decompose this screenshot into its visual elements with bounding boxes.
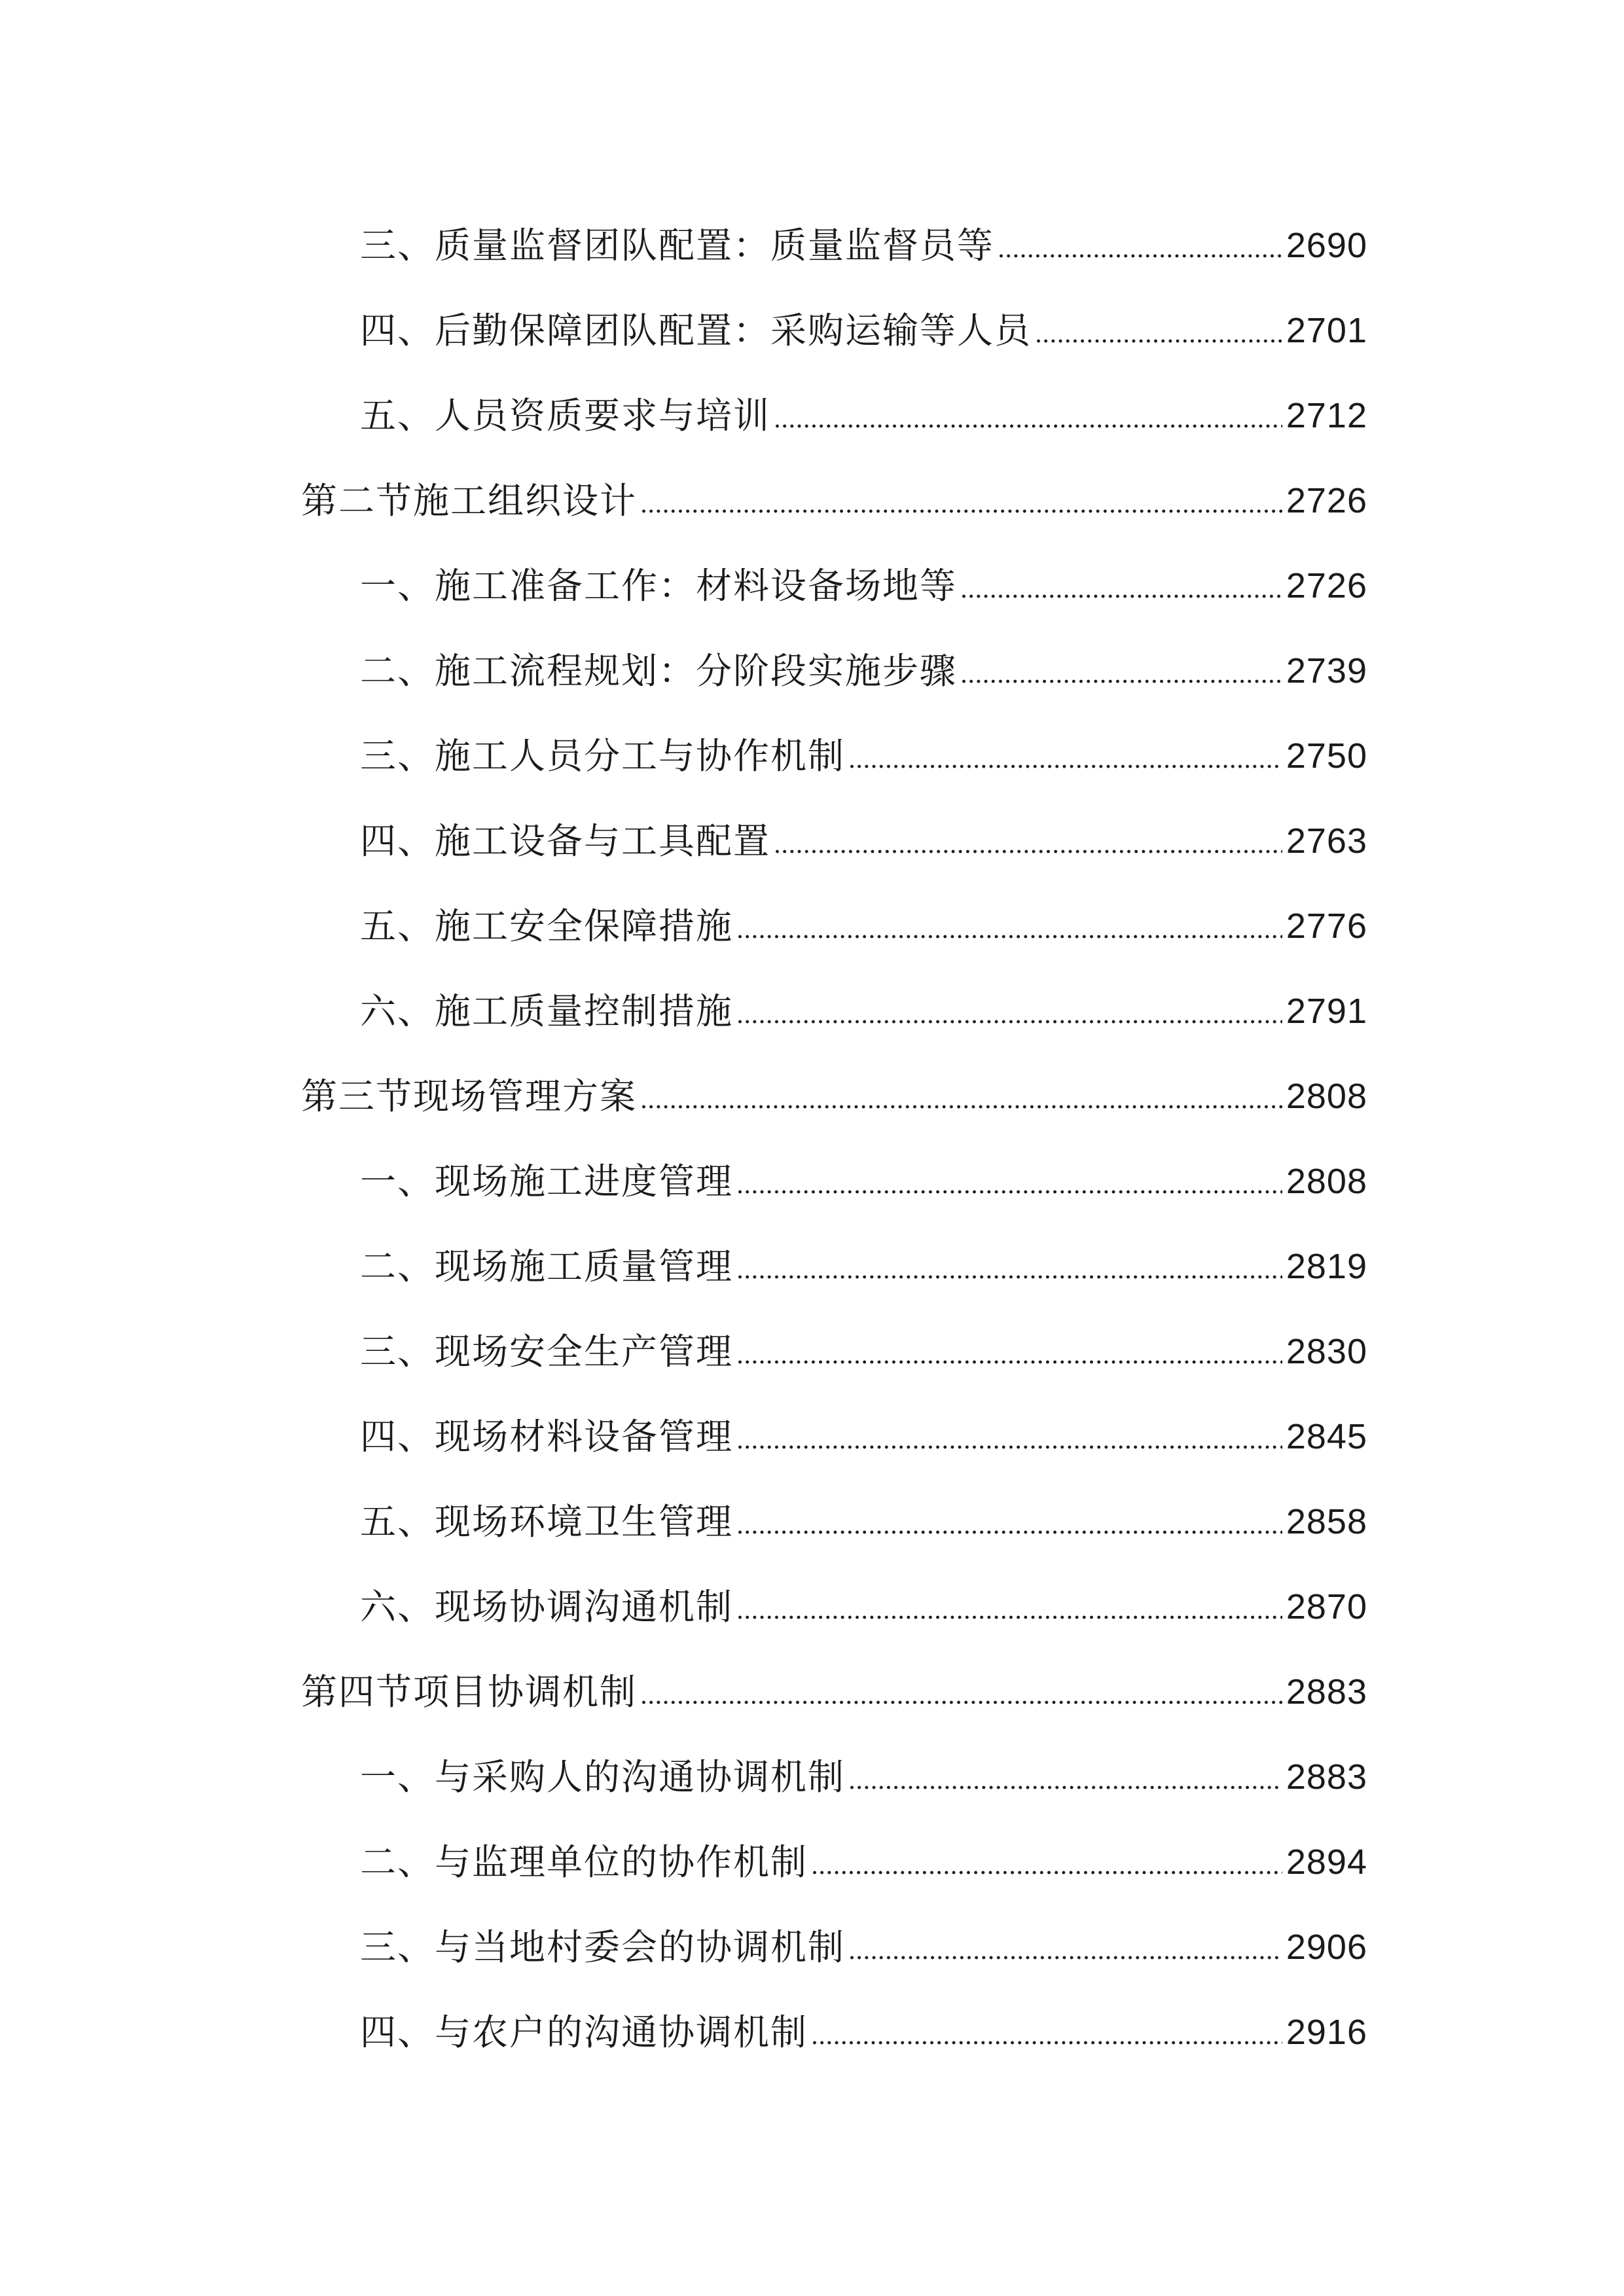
- toc-dot-leader: [738, 1360, 1282, 1364]
- toc-entry-page: 2750: [1286, 736, 1367, 776]
- toc-entry-page: 2763: [1286, 821, 1367, 861]
- toc-dot-leader: [776, 850, 1282, 853]
- toc-dot-leader: [738, 1020, 1282, 1024]
- toc-entry-title: 三、施工人员分工与协作机制: [360, 735, 846, 777]
- toc-dot-leader: [1000, 254, 1282, 258]
- toc-entry[interactable]: [360, 1492, 1367, 1545]
- toc-entry-page: 2726: [1286, 566, 1367, 605]
- toc-entry-page: 2894: [1286, 1842, 1367, 1882]
- toc-entry-page: 2906: [1286, 1928, 1367, 1967]
- toc-dot-leader: [738, 1275, 1282, 1279]
- toc-entry-title: 二、现场施工质量管理: [360, 1246, 734, 1287]
- toc-dot-leader: [850, 1785, 1282, 1789]
- toc-dot-leader: [642, 509, 1282, 513]
- toc-entry-title: 一、施工准备工作：材料设备场地等: [360, 565, 958, 607]
- toc-entry-title: 六、现场协调沟通机制: [360, 1586, 734, 1628]
- toc-entry-title: 一、现场施工进度管理: [360, 1160, 734, 1202]
- toc-entry[interactable]: [360, 1833, 1367, 1885]
- toc-entry-page: 2701: [1286, 311, 1367, 350]
- toc-entry-page: 2690: [1286, 226, 1367, 265]
- toc-dot-leader: [738, 1530, 1282, 1534]
- toc-dot-leader: [850, 1956, 1282, 1960]
- toc-entry-title: 第三节现场管理方案: [301, 1075, 638, 1117]
- toc-entry[interactable]: [360, 301, 1367, 353]
- toc-entry-title: 五、现场环境卫生管理: [360, 1501, 734, 1543]
- toc-entry-page: 2830: [1286, 1332, 1367, 1371]
- toc-entry[interactable]: [360, 216, 1367, 268]
- toc-dot-leader: [738, 935, 1282, 939]
- toc-entry-page: 2883: [1286, 1672, 1367, 1712]
- toc-dot-leader: [776, 424, 1282, 428]
- toc-entry[interactable]: [360, 982, 1367, 1034]
- toc-entry-title: 四、与农户的沟通协调机制: [360, 2011, 808, 2053]
- toc-dot-leader: [738, 1615, 1282, 1619]
- toc-entry-page: 2726: [1286, 481, 1367, 520]
- toc-entry-title: 三、现场安全生产管理: [360, 1331, 734, 1372]
- toc-entry-page: 2858: [1286, 1502, 1367, 1541]
- toc-dot-leader: [850, 764, 1282, 768]
- toc-entry[interactable]: [360, 1748, 1367, 1800]
- toc-entry[interactable]: [360, 641, 1367, 694]
- toc-entry-title: 五、人员资质要求与培训: [360, 395, 771, 437]
- toc-entry[interactable]: [360, 812, 1367, 864]
- toc-section-entry[interactable]: [301, 471, 1367, 524]
- toc-entry-title: 一、与采购人的沟通协调机制: [360, 1756, 846, 1798]
- toc-entry-title: 三、质量监督团队配置：质量监督员等: [360, 224, 995, 266]
- toc-dot-leader: [642, 1700, 1282, 1704]
- toc-entry-title: 二、施工流程规划：分阶段实施步骤: [360, 650, 958, 692]
- toc-section-entry[interactable]: [301, 1067, 1367, 1119]
- toc-entry-page: 2916: [1286, 2013, 1367, 2052]
- toc-entry-title: 三、与当地村委会的协调机制: [360, 1926, 846, 1968]
- toc-dot-leader: [813, 1871, 1282, 1874]
- toc-entry-page: 2791: [1286, 992, 1367, 1031]
- toc-entry-page: 2739: [1286, 651, 1367, 691]
- toc-entry[interactable]: [360, 1918, 1367, 1970]
- toc-dot-leader: [738, 1190, 1282, 1194]
- toc-entry-title: 四、现场材料设备管理: [360, 1416, 734, 1458]
- toc-entry[interactable]: [360, 386, 1367, 439]
- toc-dot-leader: [962, 679, 1282, 683]
- toc-entry[interactable]: [360, 726, 1367, 779]
- toc-entry-title: 五、施工安全保障措施: [360, 905, 734, 947]
- toc-entry-title: 四、施工设备与工具配置: [360, 820, 771, 862]
- toc-dot-leader: [1037, 339, 1282, 343]
- toc-entry[interactable]: [360, 1577, 1367, 1630]
- toc-entry-title: 第二节施工组织设计: [301, 480, 638, 522]
- toc-dot-leader: [642, 1105, 1282, 1109]
- toc-entry[interactable]: [360, 556, 1367, 609]
- toc-entry-page: 2712: [1286, 396, 1367, 435]
- toc-entry-page: 2819: [1286, 1247, 1367, 1286]
- toc-entry-page: 2776: [1286, 906, 1367, 946]
- toc-entry[interactable]: [360, 2003, 1367, 2055]
- toc-dot-leader: [813, 2041, 1282, 2045]
- toc-entry-page: 2845: [1286, 1417, 1367, 1456]
- toc-entry-page: 2870: [1286, 1587, 1367, 1626]
- toc-entry[interactable]: [360, 1407, 1367, 1460]
- toc-section-entry[interactable]: [301, 1662, 1367, 1715]
- toc-entry[interactable]: [360, 897, 1367, 949]
- toc-entry-title: 四、后勤保障团队配置：采购运输等人员: [360, 310, 1032, 351]
- toc-dot-leader: [962, 594, 1282, 598]
- toc-entry-page: 2808: [1286, 1162, 1367, 1201]
- toc-dot-leader: [738, 1445, 1282, 1449]
- toc-entry[interactable]: [360, 1152, 1367, 1204]
- toc-entry-title: 六、施工质量控制措施: [360, 990, 734, 1032]
- toc-entry[interactable]: [360, 1322, 1367, 1374]
- toc-entry[interactable]: [360, 1237, 1367, 1289]
- toc-entry-page: 2883: [1286, 1757, 1367, 1797]
- toc-entry-title: 二、与监理单位的协作机制: [360, 1841, 808, 1883]
- toc-entry-title: 第四节项目协调机制: [301, 1671, 638, 1713]
- toc-entry-page: 2808: [1286, 1077, 1367, 1116]
